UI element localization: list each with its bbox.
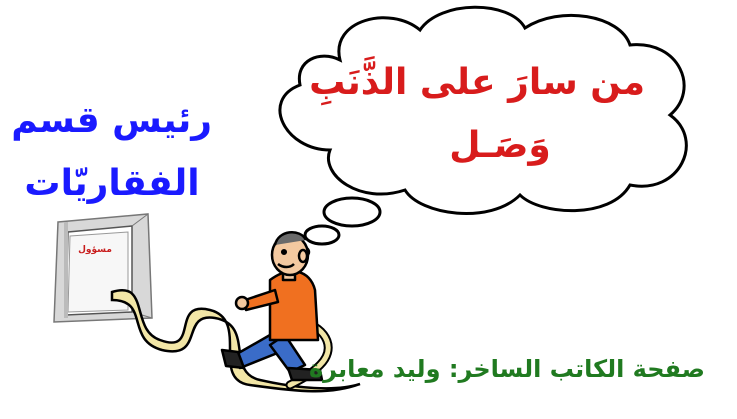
department-title-line2: الفقاريّات (24, 163, 200, 204)
walking-man (222, 232, 322, 380)
thought-text-line1: من سارَ على الذَّنَبِ (309, 62, 645, 103)
door-sign: مسؤول (78, 245, 112, 255)
thought-cloud (280, 7, 686, 213)
department-title-line1: رئيس قسم (11, 100, 212, 141)
thought-bubble-large (324, 198, 380, 226)
thought-bubble-medium (305, 226, 339, 244)
author-caption: صفحة الكاتب الساخر: وليد معابرة (309, 355, 705, 383)
thought-text-line2: وَصَـل (449, 125, 551, 166)
